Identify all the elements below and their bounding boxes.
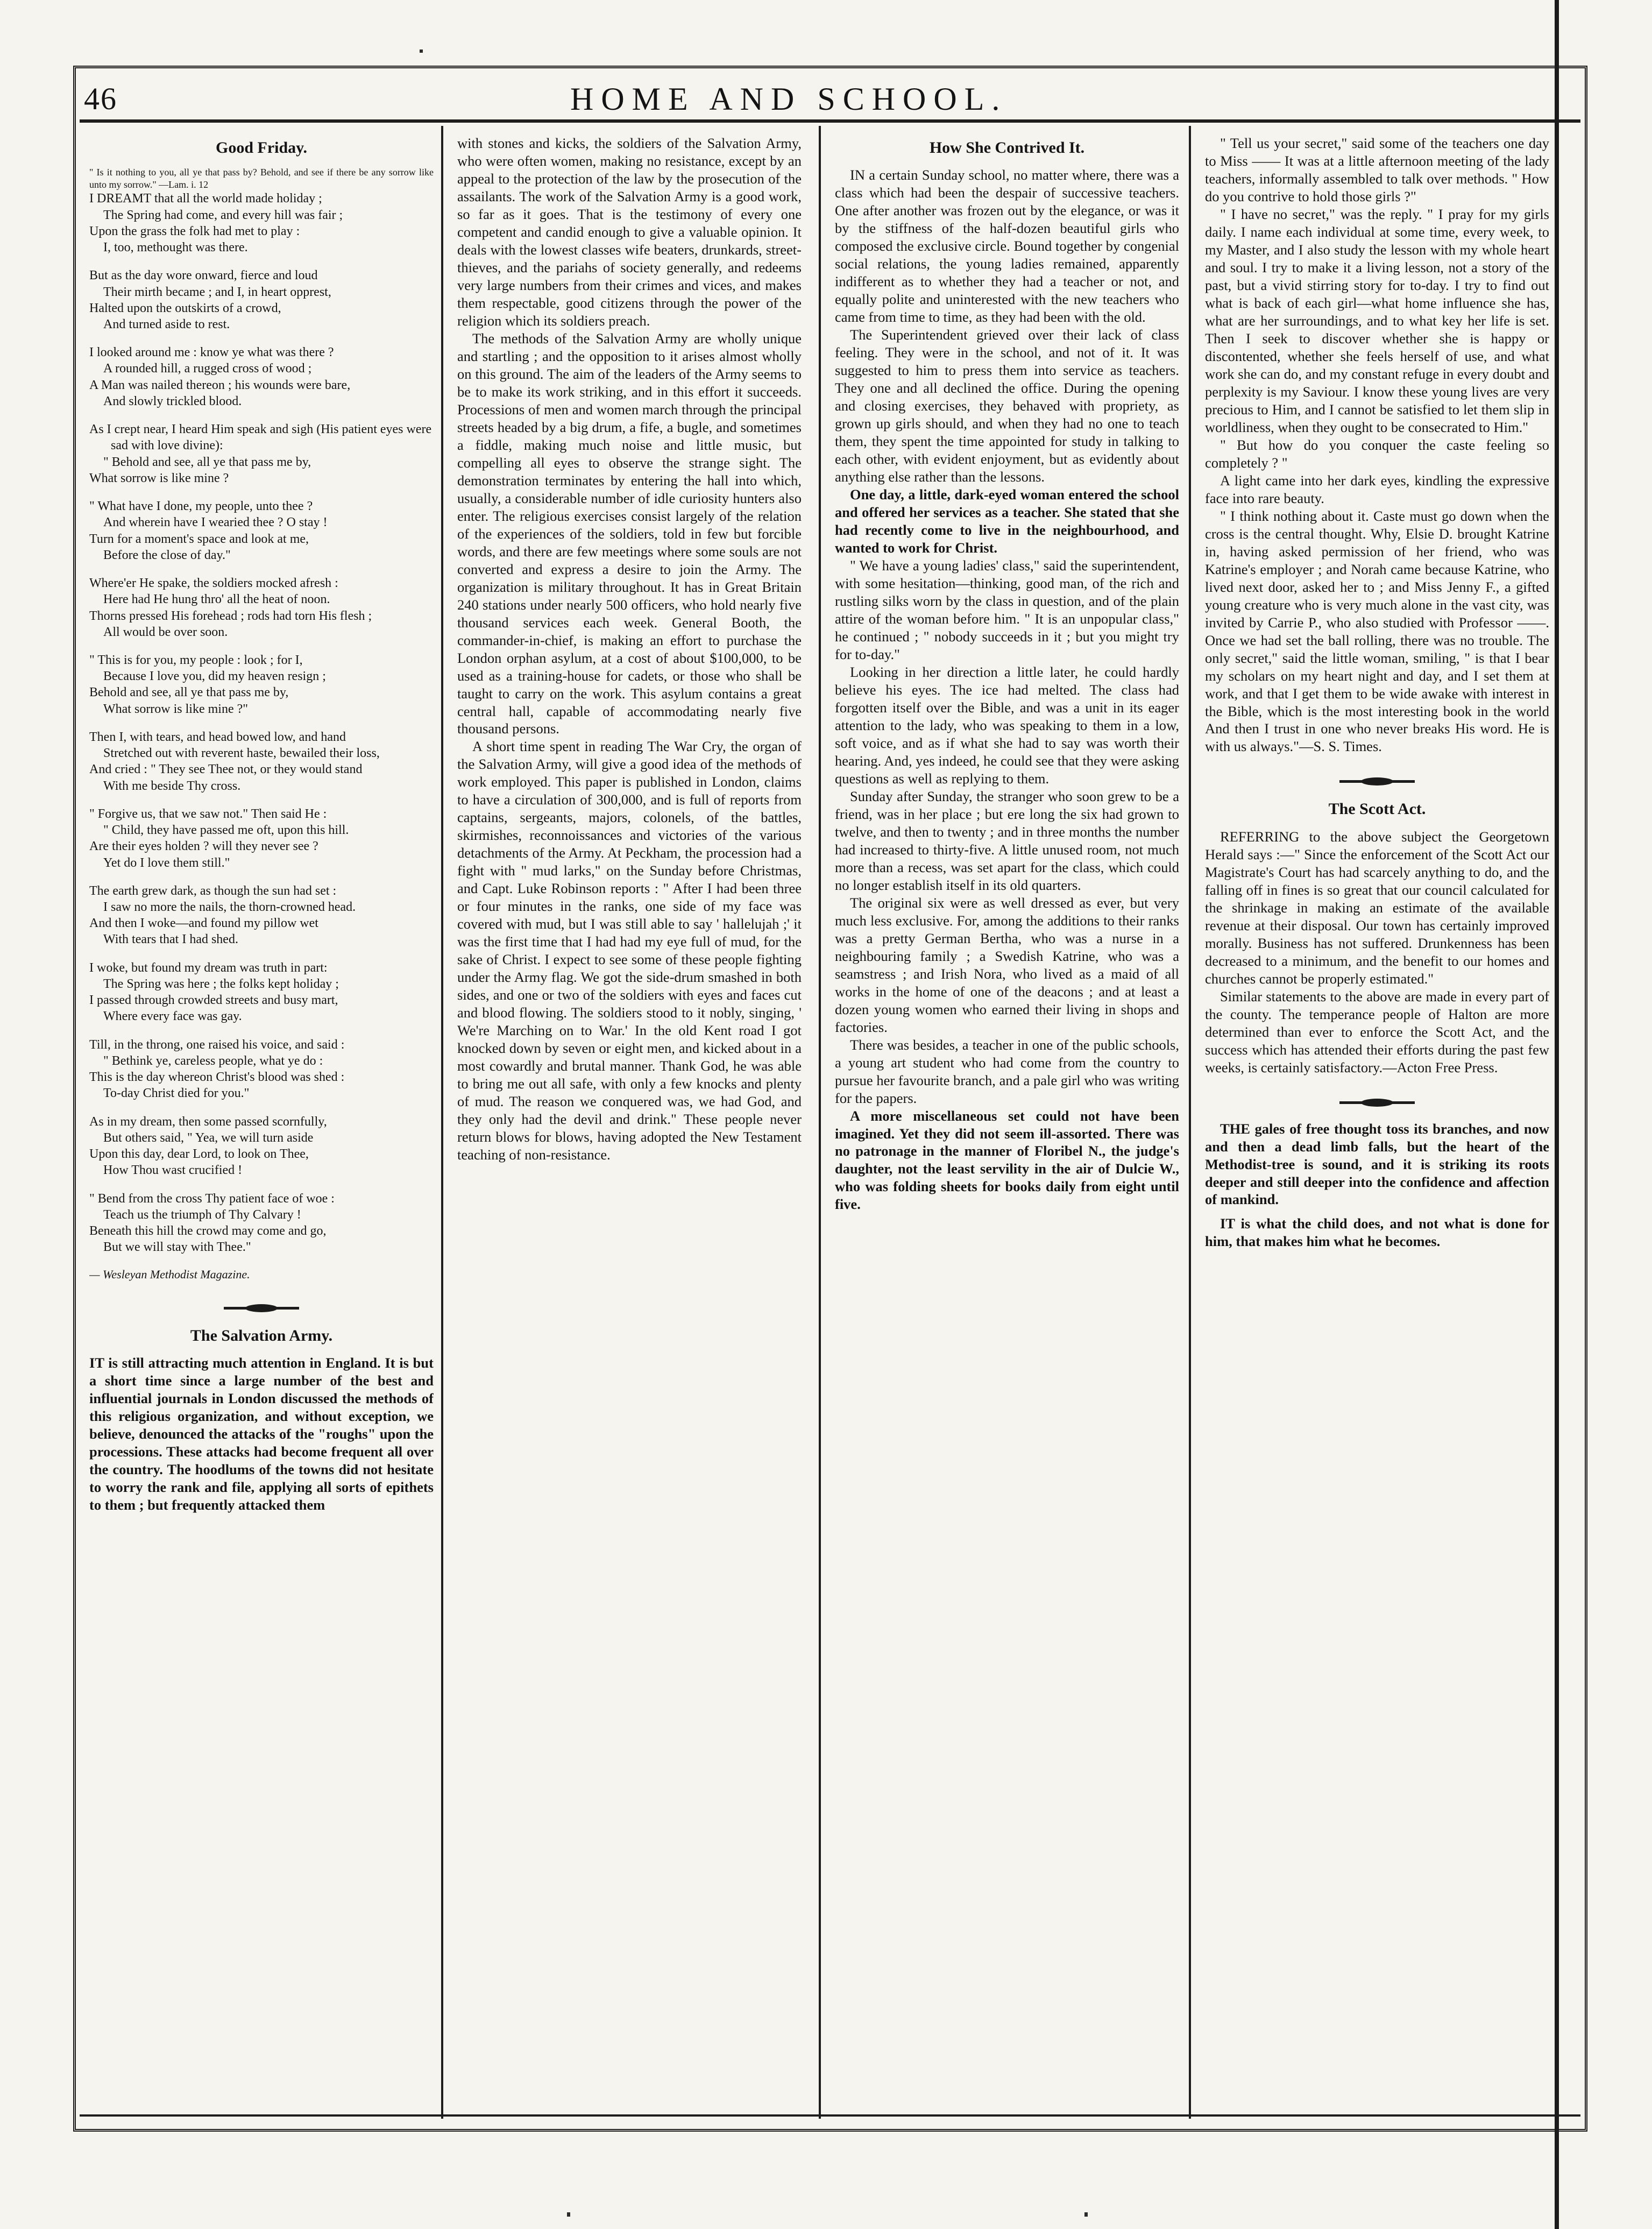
article-paragraph: with stones and kicks, the soldiers of the Salvation Army, who were often women, making no resistance, except by an appeal to the protection of the law by the prosecution of the assailants. The work of the Salvation Army is a good work, so far as it goes. That is the testimony of every one competent and candid enough to give a valuable opinion. It deals with the lowest classes wife beaters, drunkards, street-thieves, and the pariahs of society generally, and redeems very large numbers from their crimes and vices, and makes them respectable, good citizens through the power of the religion which its soldiers preach. (457, 135, 802, 329)
poem-line: Stretched out with reverent haste, bewailed their loss, (103, 746, 380, 761)
article-paragraph: " Tell us your secret," said some of the teachers one day to Miss —— It was at a little afternoon meeting of the lady teachers, informally assembled to talk over methods. " How do you contrive to hold those girls ?" (1205, 135, 1549, 204)
poem-line: Upon this day, dear Lord, to look on Thee, (89, 1147, 309, 1162)
poem-body (89, 190, 434, 1255)
poem-line: But others said, " Yea, we will turn aside (103, 1130, 314, 1145)
poem-stanza (89, 421, 434, 486)
article-paragraph: " We have a young ladies' class," said the superintendent, with some hesitation—thinking, good man, of the rich and rustling silks worn by the class in question, and of the plain attire of the woman before him. " It is an unpopular class," he continued ; " nobody succeeds in it ; but you might try for to-day." (835, 557, 1179, 662)
article-paragraph: The original six were as well dressed as ever, but very much less exclusive. For, among the additions to their ranks was a pretty German Bertha, who was a nurse in a neighbouring family ; a Swedish Katrine, who was a seamstress ; and Irish Nora, who lived as a maid of all works in the home of one of the deacons ; and at least a dozen young women who earned their living in shops and factories. (835, 894, 1179, 1035)
article-title: The Scott Act. (1328, 800, 1426, 818)
article-title: How She Contrived It. (929, 139, 1085, 157)
poem-line: With me beside Thy cross. (103, 779, 241, 793)
poem-line: " This is for you, my people : look ; for I, (89, 653, 303, 667)
poem-line: This is the day whereon Christ's blood was shed : (89, 1070, 345, 1085)
poem-line: " What have I done, my people, unto thee ? (89, 499, 313, 514)
article-paragraph: " But how do you conquer the caste feeling so completely ? " (1205, 436, 1549, 471)
poem-line: " Bend from the cross Thy patient face of woe : (89, 1191, 335, 1206)
article-paragraph: IT is still attracting much attention in England. It is but a short time since a large number of the best and influential journals in London discussed the methods of this religious organization, and without exception, we believe, denounced the attacks of the "roughs" upon the processions. These attacks had become frequent all over the country. The hoodlums of the towns did not hesitate to worry the rank and file, applying all sorts of epithets to them ; but frequently attacked them (89, 1355, 434, 1513)
poem-line: And slowly trickled blood. (103, 394, 242, 408)
poem-line: Then I, with tears, and head bowed low, and hand (89, 730, 346, 744)
article-paragraph: Sunday after Sunday, the stranger who soon grew to be a friend, was in her place ; but ere long the six had grown to twelve, and then to twenty ; and in three months the number had increased to thirty-five. A little unused room, not much more than a recess, was set apart for the class, which could no longer establish itself in its old quarters. (835, 788, 1179, 893)
poem-line: And then I woke—and found my pillow wet (89, 916, 318, 931)
poem-line: The earth grew dark, as though the sun had set : (89, 883, 337, 898)
poem-line: How Thou wast crucified ! (103, 1163, 243, 1178)
poem-line: I, too, methought was there. (103, 240, 248, 255)
poem-stanza (89, 883, 434, 948)
poem-epigraph: " Is it nothing to you, all ye that pass by? Behold, and see if there be any sorrow like unto my sorrow." —Lam. i. 12 (89, 167, 434, 190)
poem-line: And cried : " They see Thee not, or they would stand (89, 762, 363, 777)
poem-stanza (89, 1114, 434, 1179)
article-paragraph: THE gales of free thought toss its branches, and now and then a dead limb falls, but the heart of the Methodist-tree is sound, and it is striking its roots deeper and still deeper into the confidence and affection of mankind. (1205, 1120, 1549, 1208)
poem-line: Thorns pressed His forehead ; rods had torn His flesh ; (89, 608, 372, 623)
poem-stanza (89, 267, 434, 332)
article-paragraph: One day, a little, dark-eyed woman entered the school and offered her services as a teacher. She stated that she had recently come to live in the neighbourhood, and wanted to work for Christ. (835, 486, 1179, 556)
article-paragraph: A light came into her dark eyes, kindling the expressive face into rare beauty. (1205, 472, 1549, 506)
section-ornament (1205, 1091, 1549, 1108)
article-paragraph: A short time spent in reading The War Cry, the organ of the Salvation Army, will give a good idea of the methods of work employed. This paper is published in London, claims to have a circulation of 300,000, and is full of reports from captains, sergeants, majors, colonels, of the battles, skirmishes, reconnoissances and victories of the various detachments of the Army. At Peckham, the procession had a fight with " mud larks," on the Sunday before Christmas, and Capt. Luke Robinson reports : " After I had been three or four minutes in the ranks, one side of my face was covered with mud, but I was still able to say ' hallelujah ;' it was the first time that I had had my eye full of mud, for the sake of Christ. I expect to see some of these people fighting under the Army flag. We got the side-drum smashed in both sides, and one or two of the soldiers with eyes and faces cut and blood flowing. The soldiers stood to it nobly, singing, ' We're Marching on to War.' In the old Kent road I got knocked down by seven or eight men, and kicked about in a most cowardly and brutal manner. Thank God, he was able to bring me out all safe, with only a few knocks and plenty of mud. The reason we conquered was, we had God, and they only had the devil and drink." These people never return blows for blows, having adopted the New Testament teaching of non-resistance. (457, 738, 802, 1163)
poem-credit: — Wesleyan Methodist Magazine. (89, 1268, 250, 1282)
column-divider (441, 126, 443, 2119)
poem-stanza (89, 498, 434, 563)
poem-line: Teach us the triumph of Thy Calvary ! (103, 1207, 301, 1222)
poem-line: Behold and see, all ye that pass me by, (89, 685, 289, 700)
poem-stanza (89, 1191, 434, 1256)
poem-line: Turn for a moment's space and look at me, (89, 532, 309, 546)
poem-stanza (89, 344, 434, 409)
poem-line: Upon the grass the folk had met to play : (89, 224, 300, 238)
poem-line: The Spring had come, and every hill was fair ; (103, 208, 343, 222)
article-paragraph: A more miscellaneous set could not have been imagined. Yet they did not seem ill-assorted. There was no patronage in the manner of Floribel N., the judge's daughter, not the least servility in the air of Dulcie W., who was folding sheets for books daily from eight until five. (835, 1107, 1179, 1213)
poem-stanza (89, 806, 434, 871)
poem-line: Their mirth became ; and I, in heart opprest, (103, 285, 331, 299)
poem-line: And wherein have I wearied thee ? O stay ! (103, 515, 328, 530)
poem-line: " Forgive us, that we saw not." Then said He : (89, 806, 327, 821)
poem-title: Good Friday. (215, 139, 308, 157)
poem-line: The Spring was here ; the folks kept holiday ; (103, 976, 339, 991)
poem-line: But as the day wore onward, fierce and loud (89, 268, 318, 283)
poem-line: With tears that I had shed. (103, 932, 238, 947)
poem-stanza (89, 652, 434, 717)
article-paragraph: IT is what the child does, and not what is done for him, that makes him what he becomes. (1205, 1215, 1549, 1250)
poem-line: As in my dream, then some passed scornfully, (89, 1114, 327, 1129)
poem-line: I saw no more the nails, the thorn-crowned head. (103, 900, 356, 915)
print-speck (420, 49, 423, 53)
poem-line: But we will stay with Thee." (103, 1240, 251, 1255)
article-paragraph: The methods of the Salvation Army are wholly unique and startling ; and the opposition to it arises almost wholly on this ground. The aim of the leaders of the Army seems to be to make its work striking, and in this effort it succeeds. Processions of men and women march through the principal streets headed by a big drum, a fife, a bugle, and sometimes a fiddle, making much noise and little music, but compelling all eyes to observe the strange sight. The demonstration terminates by entering the hall into which, usually, a considerable number of idle curiosity hunters also enter. The religious exercises consist largely of the relation of the experiences of the soldiers, told in few but forcible words, and there are few meetings where some souls are not converted and express a desire to join the Army. The organization is military throughout. It has in Great Britain 240 stations under nearly 500 officers, who hold nearly five thousand services each week. General Booth, the commander-in-chief, is making an effort to purchase the London orphan asylum, at a cost of about $100,000, to be used as a training-house for cadets, or those who shall be taught to carry on the work. This asylum contains a great central hall, capable of accommodating nearly five thousand persons. (457, 330, 802, 737)
article-title: The Salvation Army. (190, 1326, 333, 1345)
poem-stanza (89, 960, 434, 1025)
poem-line: All would be over soon. (103, 625, 228, 639)
poem-line: Before the close of day." (103, 548, 231, 562)
article-paragraph: The Superintendent grieved over their lack of class feeling. They were in the school, and not of it. It was suggested to him to press them into service as teachers. They one and all declined the office. During the opening and closing exercises, they behaved with propriety, as grown up girls should, and when they had no one to teach them, they spent the time appointed for study in talking to each other, with evident enjoyment, but as evidently about anything else rather than the lessons. (835, 327, 1179, 485)
article-paragraph: IN a certain Sunday school, no matter where, there was a class which had been the despair of successive teachers. One after another was frozen out by the elegance, or was it by the stiffness of the half-dozen beautiful girls who composed the exclusive circle. Bound together by congenial social relations, the young ladies remained, apparently indifferent as to whether they had a teacher or not, and equally polite and uninterested with the new teachers who came from time to time, as they had been with the old. (835, 167, 1179, 325)
article-paragraph: REFERRING to the above subject the Georgetown Herald says :—" Since the enforcement of the Scott Act our Magistrate's Court has had scarcely anything to do, and the falling off in fines is so great that our council calculated for the shrinkage in making an estimate of the available revenue at their disposal. Our town has certainly improved morally. Business has not suffered. Drunkenness has been decreased to a minimum, and the benefit to our homes and churches cannot be properly estimated." (1205, 828, 1549, 987)
poem-line: What sorrow is like mine ? (89, 471, 229, 485)
masthead-title: HOME AND SCHOOL. (570, 81, 1008, 117)
column-divider (1189, 126, 1191, 2119)
bottom-rule (80, 2114, 1580, 2117)
column-divider (819, 126, 821, 2119)
poem-stanza (89, 729, 434, 794)
poem-line: A Man was nailed thereon ; his wounds were bare, (89, 378, 351, 392)
column-2 (457, 135, 802, 2109)
poem-line: Halted upon the outskirts of a crowd, (89, 301, 281, 315)
article-paragraph: Looking in her direction a little later, he could hardly believe his eyes. The ice had melted. The class had forgotten itself over the Bible, and was a unit in its eager attention to the lady, who was speaking to them in a low, soft voice, and as if what she had to say was worth their hearing. And, yes indeed, he could see that they were asking questions as well as replying to them. (835, 663, 1179, 787)
poem-line: And turned aside to rest. (103, 317, 230, 331)
poem-line: I woke, but found my dream was truth in part: (89, 960, 328, 975)
section-ornament (89, 1296, 434, 1314)
poem-line: Are their eyes holden ? will they never see ? (89, 839, 318, 854)
poem-line: " Bethink ye, careless people, what ye do : (103, 1053, 323, 1068)
page-number: 46 (84, 81, 117, 116)
poem-stanza (89, 575, 434, 640)
print-speck (567, 2212, 570, 2217)
poem-line: Beneath this hill the crowd may come and go, (89, 1224, 327, 1238)
article-paragraph: Similar statements to the above are made in every part of the county. The temperance people of Halton are more determined than ever to enforce the Scott Act, and the success which has attended their efforts during the past few weeks, is certainly satisfactory.—Acton Free Press. (1205, 988, 1549, 1075)
poem-line: Where'er He spake, the soldiers mocked afresh : (89, 576, 338, 591)
poem-line: Yet do I love them still." (103, 855, 230, 870)
poem-line: I passed through crowded streets and busy mart, (89, 993, 338, 1008)
column-3 (835, 135, 1179, 2109)
column-1 (89, 135, 434, 2109)
poem-line: Because I love you, did my heaven resign ; (103, 669, 326, 684)
poem-line: I looked around me : know ye what was there ? (89, 345, 334, 360)
poem-line: I DREAMT that all the world made holiday ; (89, 192, 322, 206)
header-rule (80, 119, 1580, 123)
poem-line: As I crept near, I heard Him speak and sigh (His patient eyes were sad with love divine): (89, 422, 432, 453)
article-paragraph: " I think nothing about it. Caste must go down when the cross is the central thought. Why, Elsie D. brought Katrine in, having asked permission of her friend, who was Katrine's employer ; and Norah came because Katrine, who lived next door, asked her to ; and Miss Jenny F., a gifted young creature who is very much alone in the vast city, was invited by Carrie P., who also studied with Professor ——. Once we had set the ball rolling, there was no trouble. The only secret," said the little woman, smiling, " is that I bear my scholars on my heart night and day, and I set them at work, and that I get them to be wide awake with interest in the Bible, which is the most interesting book in the world And then I trust in one who never breaks His word. He is with us always."—S. S. Times. (1205, 507, 1549, 755)
poem-line: " Behold and see, all ye that pass me by, (103, 455, 311, 469)
section-ornament (1205, 769, 1549, 787)
poem-line: To-day Christ died for you." (103, 1086, 250, 1101)
poem-line: Where every face was gay. (103, 1009, 242, 1024)
print-speck (1084, 2212, 1088, 2217)
column-4 (1205, 135, 1549, 2109)
poem-stanza (89, 190, 434, 256)
poem-line: A rounded hill, a rugged cross of wood ; (103, 362, 312, 376)
poem-line: What sorrow is like mine ?" (103, 702, 249, 716)
poem-line: Till, in the throng, one raised his voice, and said : (89, 1037, 345, 1052)
article-paragraph: " I have no secret," was the reply. " I pray for my girls daily. I name each individual at some time, every week, to my Master, and I also study the lesson with my whole heart and soul. I try to make it a living lesson, not a story of the past, but a vivid stirring story for to-day. I try to find out what is back of each girl—what home influence she has, what are her surroundings, and to what key her life is set. Then I seek to discover whether she is happy or discontented, whether she feels herself of use, and what work she can do, and my constant refuge in every doubt and perplexity is my Saviour. I know these young lives are very precious to Him, and I cannot be satisfied to let them slip in worldliness, when they ought to be consecrated to Him." (1205, 206, 1549, 435)
poem-stanza (89, 1037, 434, 1102)
poem-line: " Child, they have passed me oft, upon this hill. (103, 823, 349, 838)
article-paragraph: There was besides, a teacher in one of the public schools, a young art student who had come from the country to pursue her favourite branch, and a pale girl who was writing for the papers. (835, 1036, 1179, 1106)
poem-line: Here had He hung thro' all the heat of noon. (103, 592, 330, 607)
